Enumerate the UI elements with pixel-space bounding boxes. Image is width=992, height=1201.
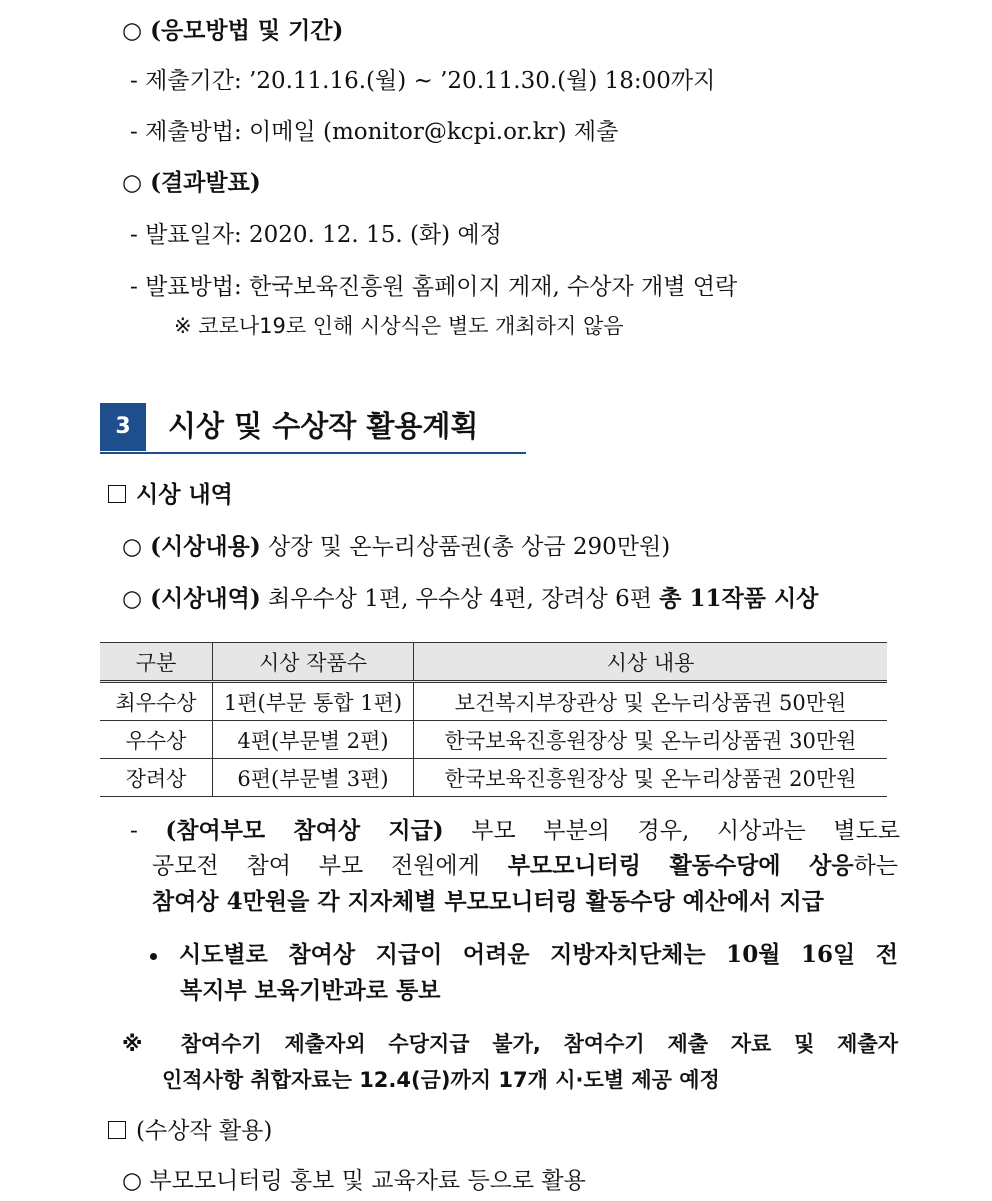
submission-heading: ○ (응모방법 및 기간) [122,17,344,44]
table-header-row [100,643,887,682]
awards-content-label: ○ (시상내용) [122,533,261,560]
participation-bullet-text-1: 시도별로 참여상 지급이 어려운 지방자치단체는 10월 16일 전 [179,941,898,968]
table-header-count: 시상 작품수 [213,643,414,682]
usage-item: ○ 부모모니터링 홍보 및 교육자료 등으로 활용 [122,1168,586,1194]
table-cell-content: 한국보육진흥원장상 및 온누리상품권 20만원 [414,759,888,797]
participation-label: (참여부모 참여상 지급) [165,817,444,844]
participation-text-1: 부모 부분의 경우, 시상과는 별도로 [443,818,901,844]
awards-content-text: 상장 및 온누리상품권(총 상금 290만원) [260,534,671,560]
participation-note-line-2: 인적사항 취합자료는 12.4(금)까지 17개 시·도별 제공 예정 [162,1068,720,1092]
table-cell-count: 1편(부문 통합 1편) [213,682,414,721]
awards-detail-text: 최우수상 1편, 우수상 4편, 장려상 6편 [260,586,660,612]
table-cell-category: 우수상 [100,721,213,759]
table-cell-count: 6편(부문별 3편) [213,759,414,797]
awards-detail-total: 총 11작품 시상 [659,585,819,612]
table-header-content: 시상 내용 [414,643,888,682]
results-note: ※ 코로나19로 인해 시상식은 별도 개최하지 않음 [174,314,624,338]
usage-heading: (수상작 활용) [136,1118,273,1144]
usage-heading-row [108,1116,272,1146]
checkbox-square-icon [108,1121,126,1139]
awards-detail-label: ○ (시상내역) [122,585,261,612]
awards-detail [122,584,818,614]
section-number-badge: 3 [100,403,146,451]
table-row [100,759,887,797]
participation-line-2 [152,851,898,881]
participation-text-2a: 공모전 참여 부모 전원에게 [152,853,508,879]
awards-content [122,532,670,562]
awards-heading: 시상 내역 [136,481,233,508]
participation-bullet-line-2: 복지부 보육기반과로 통보 [180,977,441,1004]
table-cell-category: 장려상 [100,759,213,797]
results-heading: ○ (결과발표) [122,169,261,196]
table-cell-content: 보건복지부장관상 및 온누리상품권 50만원 [414,682,888,721]
submission-period: - 제출기간: ’20.11.16.(월) ~ ’20.11.30.(월) 18:00까지 [130,68,716,94]
results-date: - 발표일자: 2020. 12. 15. (화) 예정 [130,222,502,248]
participation-note-line-1: ※ 참여수기 제출자외 수당지급 불가, 참여수기 제출 자료 및 제출자 [122,1032,898,1056]
participation-text-2b: 하는 [853,853,898,879]
awards-heading-row [108,480,233,510]
bullet-dot-icon [150,953,157,960]
checkbox-square-icon [108,485,126,503]
results-method: - 발표방법: 한국보육진흥원 홈페이지 게재, 수상자 개별 연락 [130,274,738,300]
table-row [100,682,887,721]
section-title: 시상 및 수상작 활용계획 [168,409,479,443]
participation-text-2-bold: 부모모니터링 활동수당에 상응 [507,852,854,879]
table-row [100,721,887,759]
participation-line-3: 참여상 4만원을 각 지자체별 부모모니터링 활동수당 예산에서 지급 [152,888,824,915]
participation-bullet-line-1 [150,940,898,970]
table-cell-content: 한국보육진흥원장상 및 온누리상품권 30만원 [414,721,888,759]
submission-method: - 제출방법: 이메일 (monitor@kcpi.or.kr) 제출 [130,119,619,145]
participation-line-1: - (참여부모 참여상 지급) 부모 부분의 경우, 시상과는 별도로 [130,817,901,844]
table-header-category: 구분 [100,643,213,682]
section-underline [100,452,526,454]
table-cell-count: 4편(부문별 2편) [213,721,414,759]
award-table [100,642,887,797]
table-cell-category: 최우수상 [100,682,213,721]
